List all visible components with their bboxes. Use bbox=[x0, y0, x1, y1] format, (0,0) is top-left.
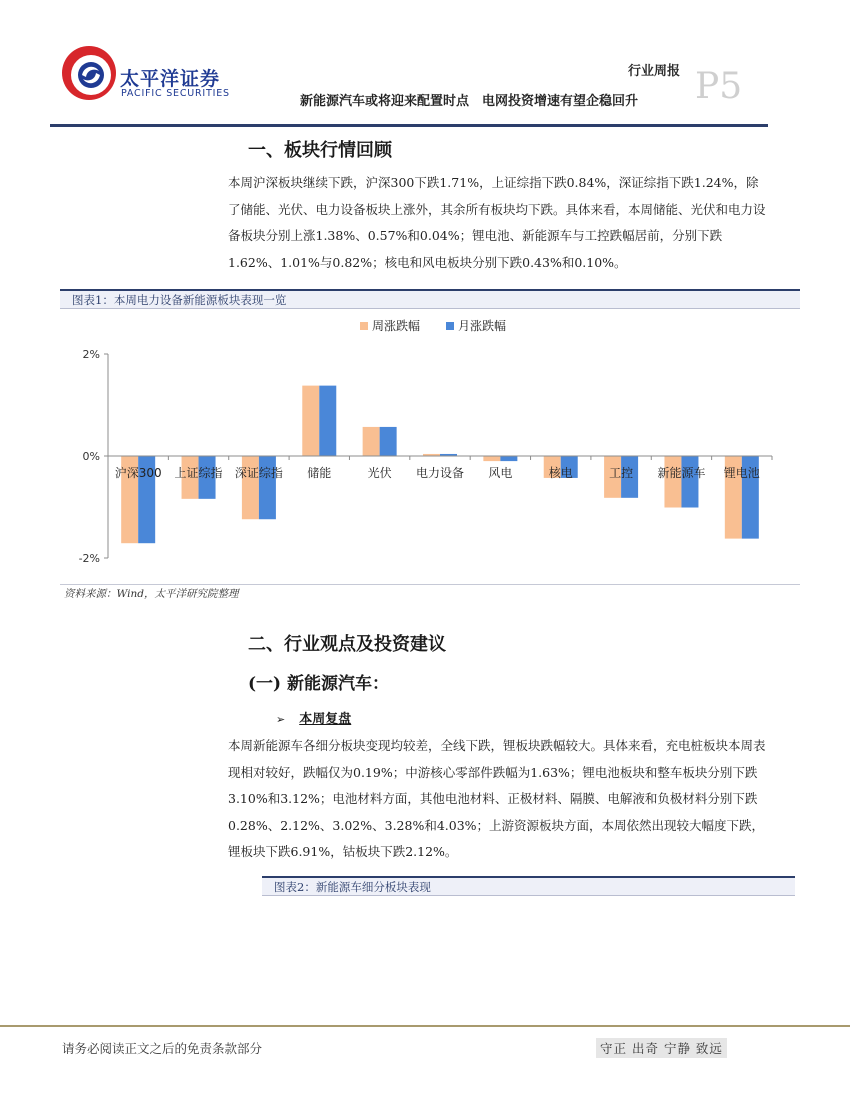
header-divider bbox=[50, 124, 768, 127]
category-label: 沪深300 bbox=[114, 466, 162, 480]
category-label: 核电 bbox=[548, 466, 573, 480]
legend-label: 月涨跌幅 bbox=[458, 319, 507, 333]
section2-paragraph-text: 本周新能源车各细分板块变现均较差，全线下跌，锂板块跌幅较大。具体来看，充电桩板块本周表现相对较好，跌幅仅为0.19%；中游核心零部件跌幅为1.63%；锂电池板块和整车板块分别下跌3.10%和3.12%；电池材料方面，其他电池材料、正极材料、隔膜、电解液和负极材料分别下跌0.28%、2.12%、3.02%、3.28%和4.03%；上游资源板块方面，本周依然出现较大幅度下跌，锂板块下跌6.91%，钴板块下跌2.12%。 bbox=[228, 738, 766, 859]
category-label: 储能 bbox=[307, 466, 332, 480]
legend-swatch bbox=[360, 322, 368, 330]
section2-title: 二、行业观点及投资建议 bbox=[248, 634, 446, 655]
bar bbox=[363, 427, 380, 456]
figure2-caption: 图表2：新能源车细分板块表现 bbox=[274, 880, 431, 894]
section2-subtitle: (一) 新能源汽车： bbox=[248, 674, 390, 694]
sector-performance-chart bbox=[60, 312, 800, 584]
report-type: 行业周报 bbox=[628, 64, 681, 79]
footer-motto: 守正 出奇 宁静 致远 bbox=[596, 1038, 727, 1058]
brand-name-cn: 太平洋证券 bbox=[120, 68, 221, 90]
section1-title: 一、板块行情回顾 bbox=[248, 140, 392, 161]
bar bbox=[483, 456, 500, 461]
bar bbox=[500, 456, 517, 461]
weekly-review-heading bbox=[276, 708, 351, 727]
report-title: 新能源汽车或将迎来配置时点 电网投资增速有望企稳回升 bbox=[300, 94, 639, 109]
weekly-review-label: 本周复盘 bbox=[299, 712, 352, 727]
category-label: 锂电池 bbox=[723, 466, 760, 480]
section1-paragraph bbox=[228, 170, 768, 276]
page-header bbox=[0, 0, 850, 130]
category-label: 上证综指 bbox=[174, 466, 223, 480]
footer-divider bbox=[0, 1025, 850, 1027]
bar bbox=[380, 427, 397, 456]
category-label: 新能源车 bbox=[657, 466, 706, 480]
brand-name-en: PACIFIC SECURITIES bbox=[121, 88, 230, 99]
category-label: 电力设备 bbox=[415, 466, 465, 480]
bar bbox=[302, 386, 319, 456]
bar bbox=[319, 386, 336, 456]
legend-swatch bbox=[446, 322, 454, 330]
category-label: 深证综指 bbox=[234, 466, 283, 480]
y-tick-label: -2% bbox=[78, 552, 100, 565]
bar bbox=[681, 456, 698, 508]
category-label: 光伏 bbox=[367, 466, 392, 480]
category-label: 风电 bbox=[488, 466, 513, 480]
figure1-caption: 图表1：本周电力设备新能源板块表现一览 bbox=[72, 293, 287, 307]
figure1-caption-bar bbox=[60, 289, 800, 309]
figure1-source: 资料来源：Wind，太平洋研究院整理 bbox=[64, 588, 239, 600]
y-tick-label: 0% bbox=[82, 450, 100, 463]
section2-paragraph bbox=[228, 733, 768, 866]
page-number: P5 bbox=[695, 66, 743, 107]
pacific-securities-logo-icon bbox=[60, 44, 118, 102]
bar bbox=[664, 456, 681, 508]
footer-disclaimer: 请务必阅读正文之后的免责条款部分 bbox=[62, 1041, 263, 1056]
figure2-caption-bar bbox=[262, 876, 795, 896]
bullet-arrow-icon: ➢ bbox=[276, 713, 286, 726]
figure1-bottom-rule bbox=[60, 584, 800, 585]
y-tick-label: 2% bbox=[82, 348, 100, 361]
category-label: 工控 bbox=[609, 466, 634, 480]
section1-paragraph-text: 本周沪深板块继续下跌，沪深300下跌1.71%，上证综指下跌0.84%，深证综指下跌1.24%，除了储能、光伏、电力设备板块上涨外，其余所有板块均下跌。具体来看，本周储能、光伏和电力设备板块分别上涨1.38%、0.57%和0.04%；锂电池、新能源车与工控跌幅居前，分别下跌1.62%、1.01%与0.82%；核电和风电板块分别下跌0.43%和0.10%。 bbox=[228, 175, 766, 270]
legend-label: 周涨跌幅 bbox=[372, 319, 421, 333]
